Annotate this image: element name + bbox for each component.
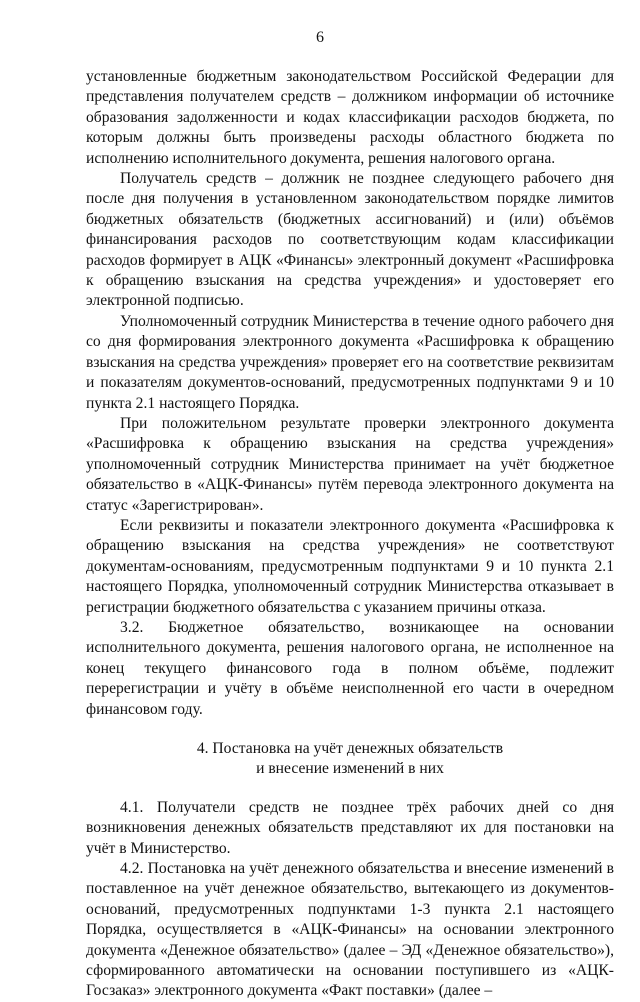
- paragraph-refusal: Если реквизиты и показатели электронного документа «Расшифровка к обращению взыскания на средства учреждения» не соответствуют документам-основаниям, предусмотренным подпунктами 9 и 10 пункта 2.1 настоящего Порядка, уполномоченный сотрудник Министерства отказывает в регистрации бюджетного обязательства с указанием причины отказа.: [86, 516, 614, 616]
- paragraph-recipient-decoding: Получатель средств – должник не позднее следующего рабочего дня после дня получения в установленном законодательством порядке лимитов бюджетных обязательств (бюджетных ассигнований) и (или) объёмов финансирования расходов по соответствующим кодам классификации расходов формирует в АЦК «Финансы» электронный документ «Расшифровка к обращению взыскания на средства учреждения» и удостоверяет его электронной подписью.: [86, 170, 614, 310]
- section-heading-line-1: 4. Постановка на учёт денежных обязательств: [196, 740, 504, 757]
- document-body: [86, 67, 614, 1002]
- paragraph-positive-result: При положительном результате проверки электронного документа «Расшифровка к обращению взыскания на средства учреждения» уполномоченный сотрудник Министерства принимает на учёт бюджетное обязательство в «АЦК-Финансы» путём перевода электронного документа на статус «Зарегистрирован».: [86, 414, 614, 514]
- paragraph-ministry-check: Уполномоченный сотрудник Министерства в течение одного рабочего дня со дня формирования электронного документа «Расшифровка к обращению взыскания на средства учреждения» проверяет его на соответствие реквизитам и показателям документов-оснований, предусмотренных подпунктами 9 и 10 пункта 2.1 настоящего Порядка.: [86, 312, 614, 412]
- page-number: 6: [316, 29, 324, 46]
- paragraph-continuation: установленные бюджетным законодательством Российской Федерации для представления получателем средств – должником информации об источнике образования задолженности и кодах классификации расходов бюджета, по которым должны быть произведены расходы областного бюджета по исполнению исполнительного документа, решения налогового органа.: [86, 68, 614, 167]
- paragraph-3-2: 3.2. Бюджетное обязательство, возникающее на основании исполнительного документа, решения налогового органа, не исполненное на конец текущего финансового года в полном объёме, подлежит перерегистрации и учёту в объёме неисполненной его части в очередном финансовом году.: [86, 618, 614, 718]
- section-heading: [86, 739, 614, 780]
- paragraph-4-1: 4.1. Получатели средств не позднее трёх рабочих дней со дня возникновения денежных обязательств представляют их для постановки на учёт в Министерство.: [86, 798, 614, 857]
- paragraph-4-2: 4.2. Постановка на учёт денежного обязательства и внесение изменений в поставленное на учёт денежное обязательство, вытекающего из документов-оснований, предусмотренных подпунктами 1-3 пункта 2.1 настоящего Порядка, осуществляется в «АЦК-Финансы» на основании электронного документа «Денежное обязательство» (далее – ЭД «Денежное обязательство»), сформированного автоматически на основании поступившего из «АЦК-Госзаказ» электронного документа «Факт поставки» (далее –: [86, 860, 614, 1000]
- section-heading-line-2: и внесение изменений в них: [256, 760, 444, 778]
